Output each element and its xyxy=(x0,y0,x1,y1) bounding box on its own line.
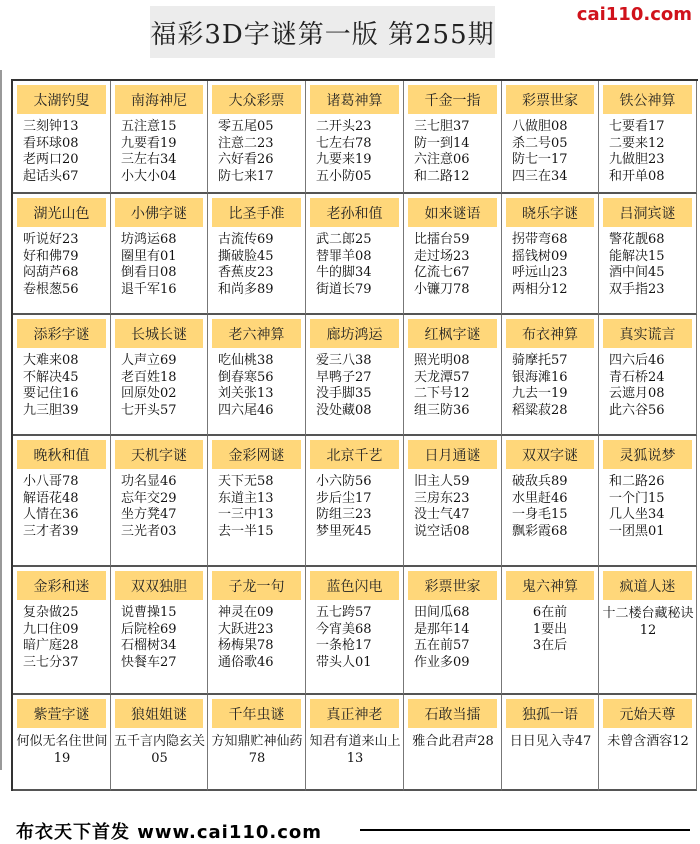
cell-author-label: 布衣神算 xyxy=(506,319,594,348)
cell-riddle-text xyxy=(512,232,596,298)
riddle-line: 能解决15 xyxy=(609,248,665,264)
cell-author-label: 吕洞宾谜 xyxy=(603,198,692,227)
riddle-line: 六注意06 xyxy=(414,152,470,167)
cell-author-label: 湖光山色 xyxy=(17,198,106,227)
riddle-cell xyxy=(13,194,111,315)
riddle-line: 骑摩托57 xyxy=(512,353,568,368)
riddle-line: 小镰刀78 xyxy=(414,281,470,297)
riddle-line: 破敌兵89 xyxy=(512,474,568,489)
riddle-line: 一团黑01 xyxy=(609,523,665,539)
cell-riddle-text xyxy=(218,605,303,671)
riddle-line: 防组三23 xyxy=(316,507,372,522)
cell-author-label: 长城长谜 xyxy=(115,319,203,348)
cell-author-label: 彩票世家 xyxy=(506,85,594,114)
cell-author-label: 诸葛神算 xyxy=(310,85,399,114)
riddle-line: 五七跨57 xyxy=(316,605,372,620)
riddle-cell xyxy=(208,194,306,315)
cell-riddle-text xyxy=(23,353,108,419)
riddle-cell xyxy=(404,194,502,315)
cell-author-label: 老孙和值 xyxy=(310,198,399,227)
cell-riddle-text xyxy=(414,232,499,298)
riddle-cell xyxy=(111,695,208,791)
riddle-cell xyxy=(208,567,306,695)
riddle-line: 水里赶46 xyxy=(512,490,568,506)
riddle-cell xyxy=(502,194,599,315)
riddle-cell xyxy=(599,567,697,695)
cell-riddle-text xyxy=(218,119,303,185)
cell-author-label: 红枫字谜 xyxy=(408,319,497,348)
cell-riddle-text xyxy=(414,474,499,540)
riddle-line: 九三胆39 xyxy=(23,402,79,418)
riddle-line: 六好看26 xyxy=(218,152,274,167)
riddle-line: 五小防05 xyxy=(316,168,372,184)
cell-riddle-text xyxy=(23,474,108,540)
grid-row xyxy=(13,436,698,567)
riddle-line: 3在后 xyxy=(532,638,568,653)
riddle-line: 作业多09 xyxy=(414,654,470,670)
cell-riddle-text xyxy=(316,353,401,419)
riddle-cell xyxy=(208,695,306,791)
riddle-line: 九去一19 xyxy=(512,386,568,401)
riddle-line: 老两口20 xyxy=(23,152,79,167)
riddle-line: 知君有道来山上13 xyxy=(309,734,401,766)
riddle-line: 九口住09 xyxy=(23,621,79,637)
cell-riddle-text xyxy=(211,733,303,767)
riddle-line: 圈里有01 xyxy=(121,248,177,264)
cell-riddle-text xyxy=(121,119,205,185)
riddle-line: 一个门15 xyxy=(609,490,665,506)
riddle-line: 坐方凳47 xyxy=(121,507,177,522)
riddle-cell xyxy=(13,436,111,567)
left-frame-line xyxy=(0,70,2,770)
cell-author-label: 金彩网谜 xyxy=(212,440,301,469)
riddle-cell xyxy=(111,436,208,567)
riddle-line: 七开头57 xyxy=(121,402,177,418)
riddle-cell xyxy=(404,436,502,567)
riddle-line: 十二楼台藏秘诀12 xyxy=(602,606,694,638)
cell-riddle-text xyxy=(407,733,499,750)
cell-author-label: 鬼六神算 xyxy=(506,571,594,600)
riddle-line: 起话头67 xyxy=(23,168,79,184)
riddle-line: 八做胆08 xyxy=(512,119,568,134)
cell-riddle-text xyxy=(218,474,303,540)
riddle-line: 日日见入寺47 xyxy=(509,734,592,749)
riddle-line: 青石桥24 xyxy=(609,369,665,385)
riddle-line: 忘年交29 xyxy=(121,490,177,506)
riddle-grid xyxy=(11,79,698,791)
riddle-line: 此六谷56 xyxy=(609,402,665,418)
riddle-line: 6在前 xyxy=(532,605,568,620)
cell-author-label: 疯道人迷 xyxy=(603,571,692,600)
riddle-line: 通俗歌46 xyxy=(218,654,274,670)
riddle-line: 早鸭子27 xyxy=(316,369,372,385)
riddle-line: 说空话08 xyxy=(414,523,470,539)
cell-riddle-text xyxy=(114,733,205,767)
cell-riddle-text xyxy=(23,119,108,185)
cell-riddle-text xyxy=(23,605,108,671)
riddle-line: 看环球08 xyxy=(23,135,79,151)
riddle-line: 复杂做25 xyxy=(23,605,79,620)
riddle-line: 刘关张13 xyxy=(218,386,274,401)
site-logo[interactable]: cai110.com xyxy=(576,4,692,25)
cell-author-label: 独孤一语 xyxy=(506,699,594,728)
riddle-line: 梦里死45 xyxy=(316,523,372,539)
cell-riddle-text xyxy=(218,353,303,419)
riddle-line: 倒看日08 xyxy=(121,265,177,280)
riddle-line: 说曹操15 xyxy=(121,605,177,620)
cell-author-label: 添彩字谜 xyxy=(17,319,106,348)
cell-author-label: 千年虫谜 xyxy=(212,699,301,728)
riddle-line: 好和佛79 xyxy=(23,248,79,264)
riddle-line: 银海滩16 xyxy=(512,369,568,385)
riddle-cell xyxy=(502,695,599,791)
cell-author-label: 天机字谜 xyxy=(115,440,203,469)
riddle-line: 三左右34 xyxy=(121,152,177,167)
riddle-line: 三才者39 xyxy=(23,523,79,539)
riddle-line: 石榴树34 xyxy=(121,638,177,653)
cell-author-label: 子龙一句 xyxy=(212,571,301,600)
cell-author-label: 真正神老 xyxy=(310,699,399,728)
riddle-line: 快餐车27 xyxy=(121,654,177,670)
riddle-line: 卷根葱56 xyxy=(23,281,79,297)
riddle-cell xyxy=(502,81,599,194)
riddle-line: 神灵在09 xyxy=(218,605,274,620)
title-box xyxy=(150,6,495,58)
riddle-cell xyxy=(404,81,502,194)
riddle-cell xyxy=(306,194,404,315)
cell-author-label: 如来谜语 xyxy=(408,198,497,227)
cell-riddle-text xyxy=(316,474,401,540)
cell-riddle-text xyxy=(316,232,401,298)
cell-author-label: 晚秋和值 xyxy=(17,440,106,469)
cell-riddle-text xyxy=(609,232,694,298)
cell-author-label: 双双独胆 xyxy=(115,571,203,600)
cell-author-label: 晓乐字谜 xyxy=(506,198,594,227)
grid-row xyxy=(13,567,698,695)
cell-riddle-text xyxy=(414,119,499,185)
riddle-line: 倒春寒56 xyxy=(218,369,274,385)
cell-riddle-text xyxy=(414,353,499,419)
riddle-line: 五注意15 xyxy=(121,119,177,134)
cell-riddle-text xyxy=(512,119,596,185)
riddle-line: 旧主人59 xyxy=(414,474,470,489)
riddle-line: 天龙潭57 xyxy=(414,369,470,385)
riddle-line: 杀二号05 xyxy=(512,135,568,151)
cell-riddle-text xyxy=(316,605,401,671)
riddle-cell xyxy=(502,567,599,695)
riddle-line: 听说好23 xyxy=(23,232,79,247)
cell-author-label: 灵狐说梦 xyxy=(603,440,692,469)
riddle-line: 七要看17 xyxy=(609,119,665,134)
riddle-line: 暗广庭28 xyxy=(23,638,79,653)
cell-riddle-text xyxy=(602,733,694,750)
cell-author-label: 蓝色闪电 xyxy=(310,571,399,600)
riddle-line: 要记住16 xyxy=(23,386,79,401)
riddle-line: 拐带弯68 xyxy=(512,232,568,247)
riddle-cell xyxy=(208,436,306,567)
riddle-line: 三七分37 xyxy=(23,654,79,670)
riddle-line: 吃仙桃38 xyxy=(218,353,274,368)
cell-author-label: 狼姐姐谜 xyxy=(115,699,203,728)
cell-author-label: 彩票世家 xyxy=(408,571,497,600)
cell-author-label: 铁公神算 xyxy=(603,85,692,114)
cell-author-label: 北京千艺 xyxy=(310,440,399,469)
riddle-cell xyxy=(599,194,697,315)
cell-author-label: 廊坊鸿运 xyxy=(310,319,399,348)
riddle-line: 不解决45 xyxy=(23,369,79,385)
riddle-line: 几人坐34 xyxy=(609,507,665,522)
cell-riddle-text xyxy=(218,232,303,298)
riddle-line: 和尚多89 xyxy=(218,281,274,297)
riddle-line: 解语花48 xyxy=(23,490,79,506)
riddle-line: 没手脚35 xyxy=(316,386,372,401)
cell-riddle-text xyxy=(602,605,694,639)
cell-riddle-text xyxy=(121,232,205,298)
riddle-line: 五在前57 xyxy=(414,638,470,653)
cell-author-label: 石敢当擂 xyxy=(408,699,497,728)
riddle-line: 三光者03 xyxy=(121,523,177,539)
riddle-line: 防一到14 xyxy=(414,135,470,151)
riddle-line: 七左右78 xyxy=(316,135,372,151)
riddle-cell xyxy=(306,695,404,791)
riddle-cell xyxy=(599,315,697,436)
cell-author-label: 千金一指 xyxy=(408,85,497,114)
riddle-line: 组三防36 xyxy=(414,402,470,418)
riddle-line: 零五尾05 xyxy=(218,119,274,134)
riddle-line: 武二郎25 xyxy=(316,232,372,247)
riddle-line: 二开头23 xyxy=(316,119,372,134)
riddle-line: 九要来19 xyxy=(316,152,372,167)
riddle-line: 二下号12 xyxy=(414,386,470,401)
riddle-line: 是那年14 xyxy=(414,621,470,637)
cell-riddle-text xyxy=(316,119,401,185)
cell-riddle-text xyxy=(23,232,108,298)
riddle-line: 和二路12 xyxy=(414,168,470,184)
riddle-line: 飘彩霞68 xyxy=(512,523,568,539)
cell-author-label: 南海神尼 xyxy=(115,85,203,114)
riddle-line: 香蕉皮23 xyxy=(218,265,274,280)
riddle-line: 照光明08 xyxy=(414,353,470,368)
riddle-line: 步后尘17 xyxy=(316,490,372,506)
cell-author-label: 太湖钓叟 xyxy=(17,85,106,114)
riddle-line: 方知鼎贮神仙药78 xyxy=(211,734,303,766)
riddle-line: 功名显46 xyxy=(121,474,177,489)
riddle-line: 人声立69 xyxy=(121,353,177,368)
riddle-cell xyxy=(306,436,404,567)
grid-row xyxy=(13,315,698,436)
riddle-cell xyxy=(599,695,697,791)
riddle-line: 天下无58 xyxy=(218,474,274,489)
riddle-line: 三七胆37 xyxy=(414,119,470,134)
riddle-line: 去一半15 xyxy=(218,523,274,539)
riddle-line: 坊鸿运68 xyxy=(121,232,177,247)
riddle-line: 没士气47 xyxy=(414,507,470,522)
riddle-cell xyxy=(502,436,599,567)
cell-riddle-text xyxy=(16,733,108,767)
riddle-line: 双手指23 xyxy=(609,281,665,297)
cell-riddle-text xyxy=(505,733,596,750)
riddle-line: 小大小04 xyxy=(121,168,177,184)
cell-riddle-text xyxy=(121,474,205,540)
riddle-line: 1要出 xyxy=(532,621,568,637)
riddle-line: 防七来17 xyxy=(218,168,274,184)
riddle-line: 小六防56 xyxy=(316,474,372,489)
riddle-line: 退千军16 xyxy=(121,281,177,297)
riddle-line: 二要来12 xyxy=(609,135,665,151)
cell-riddle-text xyxy=(414,605,499,671)
riddle-line: 小八哥78 xyxy=(23,474,79,489)
riddle-cell xyxy=(111,315,208,436)
riddle-cell xyxy=(111,81,208,194)
riddle-line: 四三在34 xyxy=(512,168,568,184)
riddle-line: 何似无名住世间19 xyxy=(16,734,108,766)
riddle-line: 雅合此君声28 xyxy=(412,734,494,749)
riddle-cell xyxy=(208,315,306,436)
footer-text: 布衣天下首发 www.cai110.com xyxy=(16,822,323,843)
cell-riddle-text xyxy=(512,353,596,419)
riddle-line: 三房东23 xyxy=(414,490,470,506)
footer-divider xyxy=(360,829,690,831)
riddle-line: 比擂台59 xyxy=(414,232,470,247)
riddle-line: 带头人01 xyxy=(316,654,372,670)
riddle-cell xyxy=(111,194,208,315)
header xyxy=(0,0,700,70)
cell-riddle-text xyxy=(512,474,596,540)
cell-author-label: 老六神算 xyxy=(212,319,301,348)
cell-riddle-text xyxy=(609,474,694,540)
riddle-line: 一三中13 xyxy=(218,507,274,522)
riddle-line: 替罪羊08 xyxy=(316,248,372,264)
riddle-line: 古流传69 xyxy=(218,232,274,247)
riddle-cell xyxy=(599,436,697,567)
riddle-cell xyxy=(599,81,697,194)
riddle-line: 一身毛15 xyxy=(512,507,568,522)
riddle-line: 三刻钟13 xyxy=(23,119,79,134)
riddle-line: 防七一17 xyxy=(512,152,568,167)
cell-author-label: 双双字谜 xyxy=(506,440,594,469)
riddle-line: 老百姓18 xyxy=(121,369,177,385)
riddle-line: 四六尾46 xyxy=(218,402,274,418)
riddle-line: 走过场23 xyxy=(414,248,470,264)
riddle-cell xyxy=(306,567,404,695)
riddle-line: 四六后46 xyxy=(609,353,665,368)
riddle-line: 今宵美68 xyxy=(316,621,372,637)
riddle-line: 摇钱树09 xyxy=(512,248,568,264)
riddle-line: 回原处02 xyxy=(121,386,177,401)
cell-author-label: 紫萱字谜 xyxy=(17,699,106,728)
riddle-cell xyxy=(13,567,111,695)
riddle-cell xyxy=(13,315,111,436)
riddle-line: 云遮月08 xyxy=(609,386,665,401)
cell-author-label: 日月通谜 xyxy=(408,440,497,469)
riddle-line: 东道主13 xyxy=(218,490,274,506)
riddle-cell xyxy=(111,567,208,695)
riddle-cell xyxy=(306,81,404,194)
cell-author-label: 金彩和迷 xyxy=(17,571,106,600)
cell-author-label: 比圣手准 xyxy=(212,198,301,227)
cell-riddle-text xyxy=(121,605,205,671)
cell-author-label: 元始天尊 xyxy=(603,699,692,728)
riddle-line: 杨梅果78 xyxy=(218,638,274,653)
riddle-line: 后院栓69 xyxy=(121,621,177,637)
riddle-line: 呼远山23 xyxy=(512,265,568,280)
cell-author-label: 真实谎言 xyxy=(603,319,692,348)
riddle-cell xyxy=(404,567,502,695)
cell-author-label: 小佛字谜 xyxy=(115,198,203,227)
riddle-line: 和二路26 xyxy=(609,474,665,489)
cell-author-label: 大众彩票 xyxy=(212,85,301,114)
riddle-cell xyxy=(208,81,306,194)
riddle-line: 大难来08 xyxy=(23,353,79,368)
riddle-line: 一条枪17 xyxy=(316,638,372,653)
riddle-line: 两相分12 xyxy=(512,281,568,297)
riddle-cell xyxy=(404,695,502,791)
riddle-line: 亿流七67 xyxy=(414,265,470,280)
riddle-cell xyxy=(13,81,111,194)
riddle-line: 大跃进23 xyxy=(218,621,274,637)
grid-row xyxy=(13,194,698,315)
riddle-line: 田间瓜68 xyxy=(414,605,470,620)
riddle-line: 九做胆23 xyxy=(609,152,665,167)
grid-row xyxy=(13,695,698,791)
riddle-cell xyxy=(13,695,111,791)
page-title: 福彩3D字谜第一版 第255期 xyxy=(150,19,495,50)
riddle-cell xyxy=(306,315,404,436)
grid-row xyxy=(13,81,698,194)
riddle-line: 警花靓68 xyxy=(609,232,665,247)
cell-riddle-text xyxy=(504,605,596,655)
riddle-line: 爱三八38 xyxy=(316,353,372,368)
riddle-line: 撕破脸45 xyxy=(218,248,274,264)
riddle-line: 牛的脚34 xyxy=(316,265,372,280)
riddle-line: 街道长79 xyxy=(316,281,372,297)
riddle-line: 没处藏08 xyxy=(316,402,372,418)
riddle-line: 未曾含酒容12 xyxy=(607,734,689,749)
riddle-line: 闷葫芦68 xyxy=(23,265,79,280)
riddle-line: 注意二23 xyxy=(218,135,274,151)
riddle-line: 酒中间45 xyxy=(609,265,665,280)
riddle-line: 九要看19 xyxy=(121,135,177,151)
cell-riddle-text xyxy=(609,119,694,185)
cell-riddle-text xyxy=(121,353,205,419)
riddle-line: 人情在36 xyxy=(23,507,79,522)
cell-riddle-text xyxy=(609,353,694,419)
cell-riddle-text xyxy=(309,733,401,767)
riddle-cell xyxy=(404,315,502,436)
riddle-line: 和开单08 xyxy=(609,168,665,184)
riddle-cell xyxy=(502,315,599,436)
riddle-line: 五千言内隐玄关05 xyxy=(114,734,206,766)
riddle-line: 稻粱菽28 xyxy=(512,402,568,418)
